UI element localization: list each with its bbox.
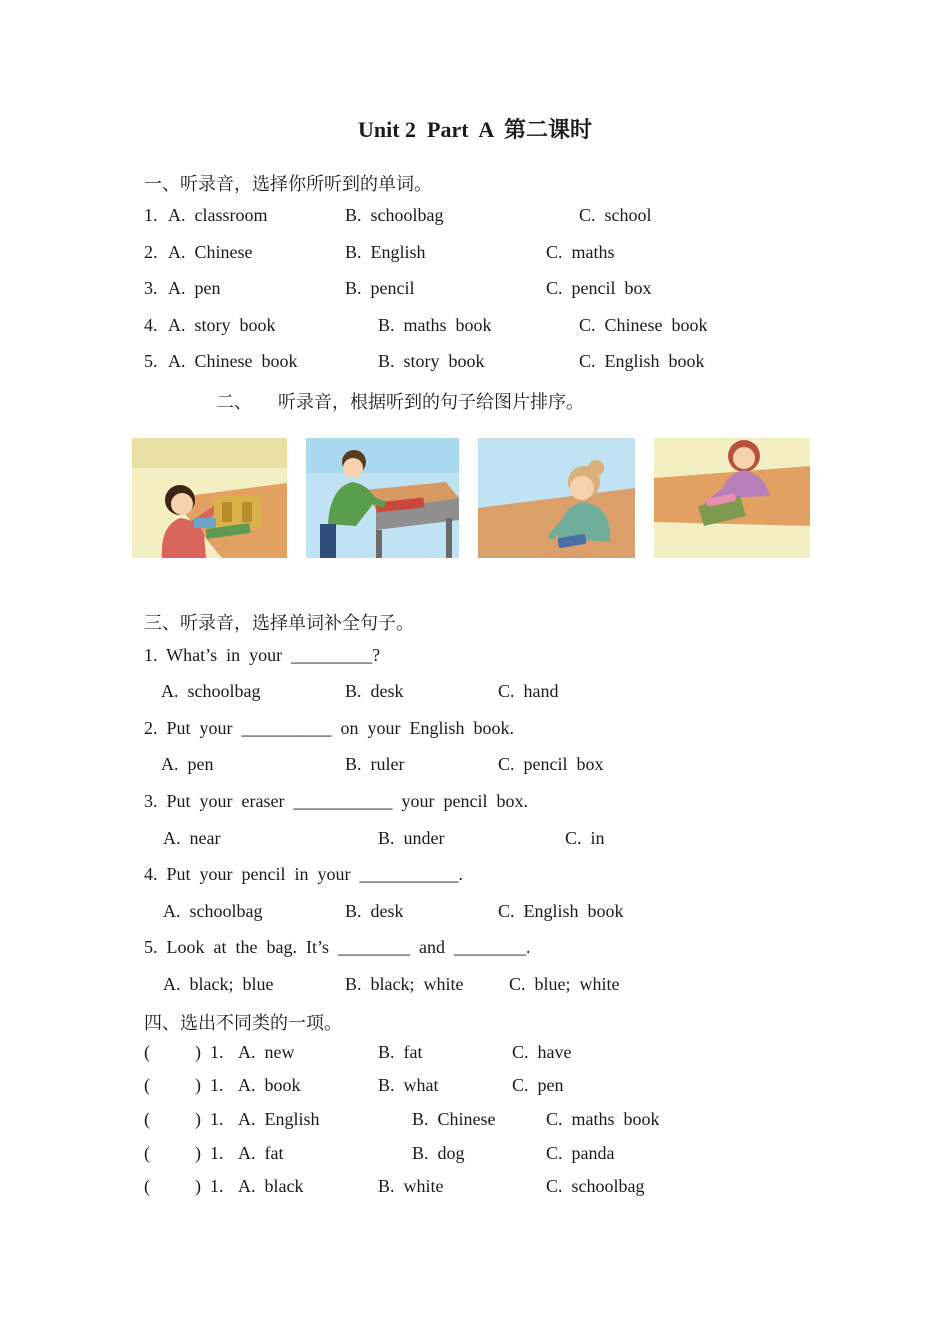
picture-girl-with-pencil-box	[478, 438, 635, 558]
question-text: 1. What’s in your _________?	[144, 645, 381, 665]
option-b: B. black; white	[345, 974, 464, 994]
option-c: C. Chinese book	[579, 315, 708, 335]
option-c: C. schoolbag	[546, 1176, 645, 1196]
option-b: B. desk	[345, 901, 404, 921]
option-a: A. near	[163, 828, 221, 848]
option-b: B. Chinese	[412, 1109, 496, 1129]
page-title: Unit 2 Part A 第二课时	[357, 117, 593, 142]
section-2-heading-number: 二、	[216, 392, 252, 412]
answer-blank: ( ) 1.	[144, 1042, 224, 1062]
option-a: A. pen	[161, 754, 214, 774]
section-1-heading: 一、听录音，选择你所听到的单词。	[144, 174, 432, 194]
question-text: 2. Put your __________ on your English book.	[144, 718, 515, 738]
option-a: A. black	[238, 1176, 304, 1196]
picture-girl-with-book-on-desk	[654, 438, 810, 558]
option-b: B. under	[378, 828, 445, 848]
option-b: B. story book	[378, 351, 485, 371]
question-text: 5. Look at the bag. It’s ________ and ________.	[144, 937, 531, 957]
option-b: B. dog	[412, 1143, 465, 1163]
answer-blank: ( ) 1.	[144, 1075, 224, 1095]
option-a: A. Chinese	[168, 242, 253, 262]
option-c: C. pencil box	[546, 278, 652, 298]
option-b: B. maths book	[378, 315, 492, 335]
option-c: C. have	[512, 1042, 572, 1062]
item-number: 5.	[144, 351, 158, 371]
option-a: A. story book	[168, 315, 276, 335]
option-c: C. pencil box	[498, 754, 604, 774]
option-c: C. hand	[498, 681, 559, 701]
section-3-heading: 三、听录音，选择单词补全句子。	[144, 613, 414, 633]
answer-blank: ( ) 1.	[144, 1176, 224, 1196]
answer-blank: ( ) 1.	[144, 1109, 224, 1129]
option-a: A. Chinese book	[168, 351, 298, 371]
section-4-heading: 四、选出不同类的一项。	[144, 1013, 342, 1033]
option-a: A. pen	[168, 278, 221, 298]
item-number: 3.	[144, 278, 158, 298]
option-b: B. ruler	[345, 754, 405, 774]
option-c: C. maths	[546, 242, 615, 262]
option-c: C. in	[565, 828, 605, 848]
option-c: C. English book	[579, 351, 705, 371]
option-b: B. what	[378, 1075, 439, 1095]
option-a: A. black; blue	[163, 974, 274, 994]
option-a: A. fat	[238, 1143, 284, 1163]
option-b: B. schoolbag	[345, 205, 444, 225]
item-number: 4.	[144, 315, 158, 335]
option-c: C. panda	[546, 1143, 615, 1163]
question-text: 3. Put your eraser ___________ your pencil box.	[144, 791, 528, 811]
item-number: 2.	[144, 242, 158, 262]
option-c: C. school	[579, 205, 652, 225]
option-a: A. classroom	[168, 205, 268, 225]
option-b: B. pencil	[345, 278, 415, 298]
option-c: C. English book	[498, 901, 624, 921]
option-a: A. book	[238, 1075, 301, 1095]
option-b: B. desk	[345, 681, 404, 701]
option-c: C. maths book	[546, 1109, 660, 1129]
option-a: A. new	[238, 1042, 295, 1062]
option-c: C. blue; white	[509, 974, 620, 994]
option-c: C. pen	[512, 1075, 564, 1095]
section-2-heading: 听录音，根据听到的句子给图片排序。	[278, 392, 584, 412]
option-b: B. fat	[378, 1042, 423, 1062]
option-b: B. white	[378, 1176, 444, 1196]
picture-boy-putting-book-in-desk	[306, 438, 459, 558]
option-a: A. English	[238, 1109, 320, 1129]
option-b: B. English	[345, 242, 426, 262]
item-number: 1.	[144, 205, 158, 225]
option-a: A. schoolbag	[163, 901, 263, 921]
picture-girl-packing-schoolbag	[132, 438, 287, 558]
option-a: A. schoolbag	[161, 681, 261, 701]
answer-blank: ( ) 1.	[144, 1143, 224, 1163]
question-text: 4. Put your pencil in your ___________.	[144, 864, 463, 884]
